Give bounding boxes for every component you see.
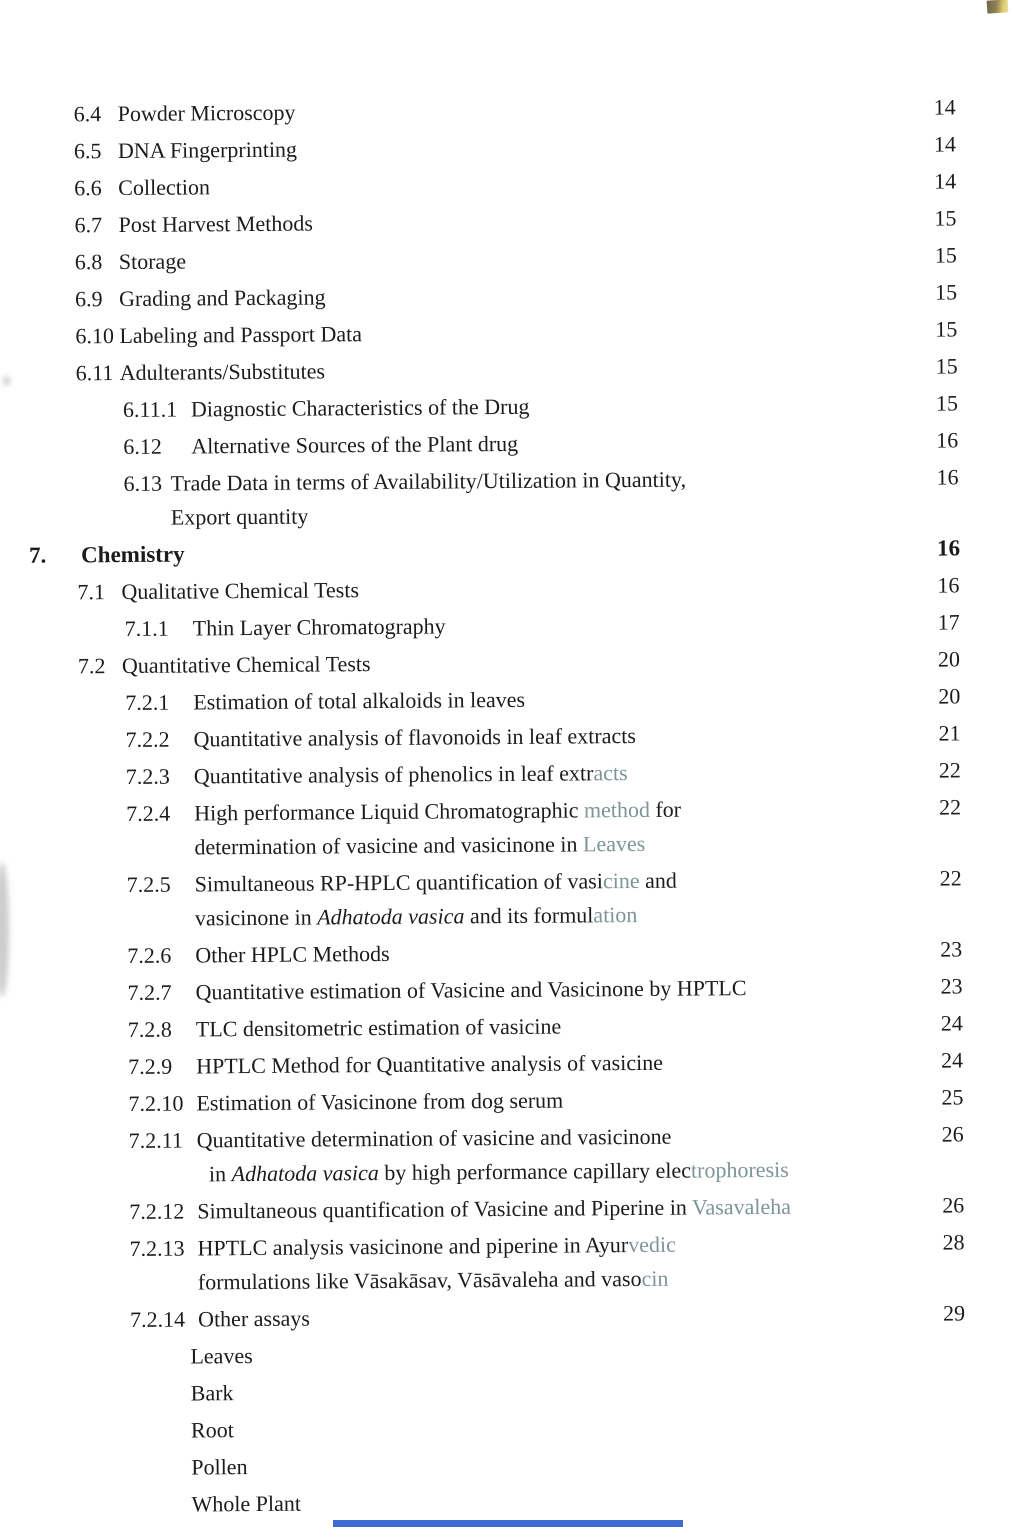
toc-row xyxy=(2,969,1013,1011)
toc-row xyxy=(0,90,1009,132)
title-line xyxy=(118,165,934,205)
title-line xyxy=(191,1371,944,1411)
title-text-segment: Qualitative Chemical Tests xyxy=(121,577,360,605)
toc-entry-page: 24 xyxy=(941,1047,964,1073)
toc-entry-number: 7.1 xyxy=(77,579,106,605)
title-line xyxy=(118,128,934,168)
toc-entry-page xyxy=(944,1370,1013,1371)
title-text-segment: HPTLC Method for Quantitative analysis of vasicine xyxy=(196,1049,664,1079)
toc-entry-title xyxy=(195,862,941,936)
toc-entry-number: 6.9 xyxy=(75,286,103,312)
toc-entry-page xyxy=(943,1333,1013,1334)
title-text-segment: acts xyxy=(593,760,628,786)
toc-row xyxy=(3,1006,1013,1048)
toc-entry-page: 15 xyxy=(935,353,958,379)
toc-entry-number: 7.2.5 xyxy=(126,871,171,897)
toc-entry-title xyxy=(119,276,935,316)
toc-entry-number: 6.12 xyxy=(123,433,162,460)
toc-entry-page: 28 xyxy=(942,1229,965,1255)
toc-entry-number: 7.2.7 xyxy=(127,979,172,1005)
title-text-segment: Adhatoda vasica xyxy=(231,1160,379,1187)
title-text-segment: and xyxy=(639,867,677,893)
title-text-segment: Post Harvest Methods xyxy=(118,210,313,238)
toc-entry-number: 6.13 xyxy=(123,470,163,497)
toc-entry-title xyxy=(191,424,936,464)
title-text-segment: Powder Microscopy xyxy=(117,99,296,127)
title-line xyxy=(191,424,936,464)
toc-entry-title xyxy=(119,239,935,279)
toc-entry-page: 15 xyxy=(935,316,958,342)
title-text-segment: cin xyxy=(641,1265,669,1291)
toc-row xyxy=(0,716,1013,758)
title-line xyxy=(191,1408,944,1448)
toc-row xyxy=(3,1043,1013,1085)
title-line xyxy=(193,717,938,757)
title-text-segment: Estimation of Vasicinone from dog serum xyxy=(196,1087,564,1116)
bottom-blue-bar xyxy=(333,1520,683,1527)
toc-row xyxy=(1,790,1013,866)
title-text-segment: Thin Layer Chromatography xyxy=(192,613,446,641)
title-text-segment: Vasavaleha xyxy=(691,1193,792,1220)
title-text-segment: Trade Data in terms of Availability/Utilization in Quantity, xyxy=(170,466,687,496)
toc-row xyxy=(4,1117,1013,1193)
toc-row xyxy=(4,1188,1013,1230)
title-line xyxy=(195,862,940,902)
toc-entry-title xyxy=(195,933,940,973)
toc-entry-number: 6.4 xyxy=(73,101,102,127)
title-text-segment: cine xyxy=(602,867,640,894)
toc-entry-page: 15 xyxy=(935,390,959,416)
toc-row xyxy=(0,201,1010,243)
title-text-segment: Estimation of total alkaloids in leaves xyxy=(193,686,526,715)
toc-entry-title xyxy=(191,1482,944,1522)
toc-entry-number: 7.2.4 xyxy=(126,800,171,826)
toc-entry-title xyxy=(195,970,940,1010)
toc-row xyxy=(3,1080,1013,1122)
toc-entry-page: 21 xyxy=(938,720,961,746)
title-continuation-line xyxy=(195,896,940,936)
toc-entry-title xyxy=(119,313,935,353)
title-text-segment: in xyxy=(208,1161,232,1187)
toc-entry-title xyxy=(118,202,934,242)
title-line xyxy=(196,1044,941,1084)
title-line xyxy=(197,1226,942,1266)
toc-entry-page: 14 xyxy=(934,168,957,194)
title-line xyxy=(121,569,937,609)
toc-entry-number: 7.2.2 xyxy=(125,726,170,752)
title-text-segment: and its formul xyxy=(464,902,594,929)
title-line xyxy=(120,350,936,390)
toc-entry-number: 6.11 xyxy=(75,360,114,386)
toc-entry-page: 22 xyxy=(939,794,962,820)
toc-entry-title xyxy=(194,791,940,865)
toc-entry-title xyxy=(191,1408,944,1448)
title-text-segment: Bark xyxy=(190,1380,234,1406)
toc-entry-title xyxy=(121,569,937,609)
title-continuation-line xyxy=(198,1260,943,1300)
title-line xyxy=(119,276,935,316)
title-line xyxy=(191,387,936,427)
toc-entry-title xyxy=(193,680,938,720)
toc-entry-page: 17 xyxy=(937,609,960,635)
toc-entry-page: 23 xyxy=(940,936,963,962)
toc-entry-number: 7.2.13 xyxy=(129,1235,185,1261)
toc-entry-title xyxy=(191,387,936,427)
toc-entry-number: 7.2.14 xyxy=(130,1306,186,1332)
title-line xyxy=(190,1334,943,1374)
toc-entry-title xyxy=(196,1081,941,1121)
title-text-segment: Quantitative analysis of phenolics in leaf extr xyxy=(193,760,594,789)
title-continuation-line xyxy=(197,1152,942,1192)
toc-entry-number: 7.2.12 xyxy=(129,1198,185,1224)
toc-entry-page xyxy=(944,1481,1013,1482)
toc-entry-number: 7.2.9 xyxy=(128,1053,173,1079)
toc-row xyxy=(2,861,1013,937)
title-continuation-line xyxy=(171,495,937,535)
toc-row xyxy=(0,275,1010,317)
toc-row xyxy=(6,1407,1013,1449)
toc-entry-page: 14 xyxy=(933,131,957,157)
toc-entry-title xyxy=(191,1371,944,1411)
title-text-segment: Quantitative determination of vasicine and vasicinone xyxy=(196,1123,672,1153)
toc-entry-number: 6.6 xyxy=(74,175,102,201)
toc-row xyxy=(0,531,1012,573)
title-text-segment: Other assays xyxy=(198,1305,311,1332)
toc-entry-page: 14 xyxy=(933,94,956,120)
toc-entry-page: 20 xyxy=(938,683,961,709)
title-line xyxy=(194,754,939,794)
title-text-segment: Quantitative estimation of Vasicine and Vasicinone by HPTLC xyxy=(195,975,747,1005)
toc-entry-title xyxy=(197,1118,943,1192)
toc-entry-number: 7. xyxy=(29,542,47,568)
toc-entry-title xyxy=(120,350,936,390)
title-text-segment: formulations like Vāsakāsav, Vāsāvaleha and vaso xyxy=(197,1265,642,1295)
title-line xyxy=(118,91,934,131)
title-line xyxy=(196,1081,941,1121)
toc-entry-page: 26 xyxy=(941,1121,964,1147)
title-line xyxy=(196,1007,941,1047)
title-text-segment: determination of vasicine and vasicinone in xyxy=(194,831,584,860)
title-text-segment: trophoresis xyxy=(690,1156,789,1183)
title-text-segment: Pollen xyxy=(191,1454,248,1480)
toc-entry-page: 22 xyxy=(939,865,962,891)
toc-row xyxy=(0,349,1011,391)
title-text-segment: vasicinone in xyxy=(194,904,318,931)
toc-entry-title xyxy=(122,643,938,683)
title-line xyxy=(193,606,938,646)
toc-entry-title xyxy=(190,1334,943,1374)
title-text-segment: vedic xyxy=(628,1231,676,1258)
title-text-segment: for xyxy=(649,796,682,822)
toc-entry-title xyxy=(170,461,937,535)
toc-entry-title xyxy=(81,532,937,573)
title-line xyxy=(191,1482,944,1522)
title-line xyxy=(193,680,938,720)
toc-entry-page: 29 xyxy=(943,1300,966,1326)
title-text-segment: Storage xyxy=(118,248,187,275)
title-text-segment: Labeling and Passport Data xyxy=(119,321,363,349)
toc-entry-title xyxy=(118,91,934,131)
toc-entry-number: 7.2.8 xyxy=(127,1016,172,1042)
toc-entry-title xyxy=(197,1226,943,1300)
toc-entry-page: 15 xyxy=(934,279,958,305)
toc-entry-page xyxy=(944,1407,1013,1408)
toc-entry-number: 6.8 xyxy=(74,249,103,275)
toc-row xyxy=(0,312,1011,354)
toc-entry-page: 25 xyxy=(941,1084,964,1110)
title-text-segment: DNA Fingerprinting xyxy=(117,136,298,164)
toc-entry-page: 24 xyxy=(940,1010,963,1036)
title-text-segment: Adulterants/Substitutes xyxy=(119,358,326,386)
toc-entry-page: 16 xyxy=(936,427,959,453)
toc-entry-number: 6.7 xyxy=(74,212,103,238)
toc-entry-page: 16 xyxy=(936,535,961,561)
title-text-segment: Export quantity xyxy=(170,503,309,530)
title-text-segment: Diagnostic Characteristics of the Drug xyxy=(190,393,530,422)
toc-row xyxy=(0,238,1010,280)
title-text-segment: ation xyxy=(593,901,638,928)
title-text-segment: Simultaneous quantification of Vasicine and Piperine in xyxy=(197,1194,693,1224)
title-line xyxy=(191,1445,944,1485)
toc-entry-page: 16 xyxy=(937,572,960,598)
toc-row xyxy=(4,1225,1013,1301)
toc-entry-title xyxy=(196,1007,941,1047)
toc-entry-page: 26 xyxy=(942,1192,965,1218)
toc-entry-number: 6.10 xyxy=(75,323,114,349)
toc-row xyxy=(0,386,1011,428)
title-line xyxy=(194,791,939,831)
title-continuation-line xyxy=(194,825,939,865)
title-line xyxy=(119,313,935,353)
toc-entry-number: 7.2.3 xyxy=(125,763,170,789)
toc-row xyxy=(5,1296,1013,1338)
title-text-segment: HPTLC analysis vasicinone and piperine in Ayur xyxy=(197,1232,629,1261)
title-text-segment: Alternative Sources of the Plant drug xyxy=(191,430,519,459)
table-of-contents xyxy=(0,90,1013,1526)
title-text-segment: Quantitative Chemical Tests xyxy=(121,651,371,679)
toc-row xyxy=(0,164,1009,206)
toc-entry-title xyxy=(196,1044,941,1084)
toc-entry-title xyxy=(193,606,938,646)
toc-entry-title xyxy=(118,128,934,168)
title-line xyxy=(122,643,938,683)
toc-row xyxy=(0,605,1013,647)
toc-entry-page: 20 xyxy=(937,646,961,672)
title-line xyxy=(197,1189,942,1229)
toc-entry-number: 7.2 xyxy=(77,653,106,679)
toc-row xyxy=(0,460,1012,536)
title-line xyxy=(195,970,940,1010)
toc-row xyxy=(0,127,1009,169)
toc-entry-page: 15 xyxy=(934,205,957,231)
toc-entry-page: 16 xyxy=(936,464,959,490)
toc-entry-page xyxy=(944,1444,1013,1445)
title-text-segment: Collection xyxy=(118,174,210,201)
title-text-segment: High performance Liquid Chromatographic xyxy=(194,797,585,826)
title-text-segment: Simultaneous RP-HPLC quantification of vasi xyxy=(194,868,603,897)
title-text-segment: Leaves xyxy=(190,1343,253,1369)
toc-row xyxy=(0,642,1013,684)
toc-entry-title xyxy=(197,1189,942,1229)
toc-entry-title xyxy=(191,1445,944,1485)
toc-entry-number: 7.1.1 xyxy=(124,615,169,641)
title-line xyxy=(195,933,940,973)
toc-entry-title xyxy=(194,754,939,794)
title-text-segment: Root xyxy=(190,1417,234,1443)
toc-row xyxy=(1,753,1013,795)
toc-entry-number: 6.5 xyxy=(73,138,102,164)
title-text-segment: Grading and Packaging xyxy=(119,284,326,312)
title-text-segment: Other HPLC Methods xyxy=(195,940,390,968)
title-line xyxy=(198,1297,943,1337)
title-text-segment: method xyxy=(583,796,651,823)
toc-entry-number: 7.2.11 xyxy=(128,1127,184,1153)
toc-entry-number: 7.2.1 xyxy=(125,689,170,715)
toc-entry-number: 7.2.10 xyxy=(128,1090,184,1116)
toc-entry-page: 22 xyxy=(938,757,961,783)
title-text-segment: Adhatoda vasica xyxy=(317,903,465,930)
toc-row xyxy=(0,568,1013,610)
toc-entry-number: 7.2.6 xyxy=(127,942,172,968)
toc-entry-page: 15 xyxy=(934,242,957,268)
toc-row xyxy=(0,423,1011,465)
toc-row xyxy=(6,1481,1013,1523)
toc-entry-title xyxy=(198,1297,943,1337)
toc-row xyxy=(0,679,1013,721)
title-text-segment: Chemistry xyxy=(81,541,185,568)
title-text-segment: by high performance capillary elec xyxy=(378,1157,692,1186)
toc-entry-title xyxy=(118,165,934,205)
title-line xyxy=(118,202,934,242)
toc-entry-title xyxy=(193,717,938,757)
page-corner-smudge xyxy=(987,0,1009,14)
toc-row xyxy=(6,1370,1013,1412)
title-text-segment: TLC densitometric estimation of vasicine xyxy=(195,1013,562,1042)
toc-entry-number: 6.11.1 xyxy=(122,396,178,423)
title-line xyxy=(119,239,935,279)
title-text-segment: Whole Plant xyxy=(191,1490,302,1517)
title-text-segment: Quantitative analysis of flavonoids in leaf extracts xyxy=(193,722,636,752)
toc-row xyxy=(5,1333,1013,1375)
title-text-segment: Leaves xyxy=(582,830,646,857)
toc-entry-page: 23 xyxy=(940,973,963,999)
toc-row xyxy=(2,932,1013,974)
title-line xyxy=(81,532,937,573)
toc-row xyxy=(6,1444,1013,1486)
